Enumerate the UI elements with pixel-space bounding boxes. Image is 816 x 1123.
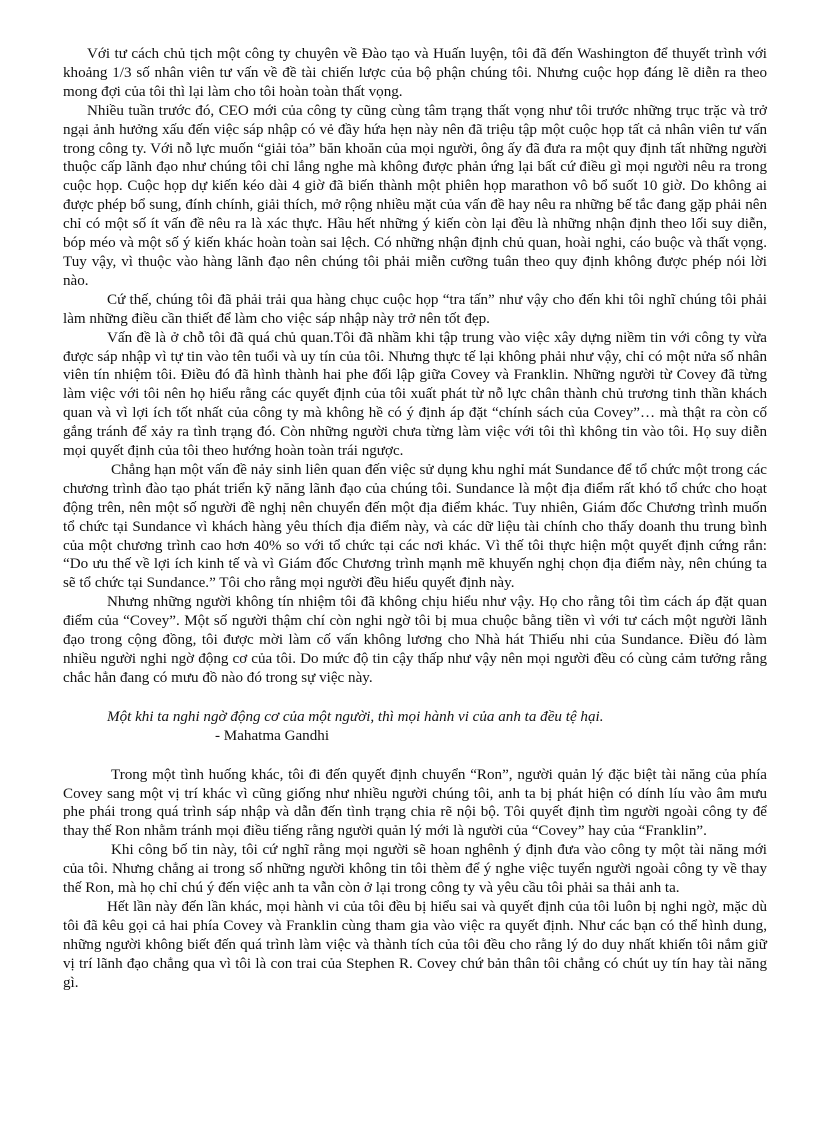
paragraph: Cứ thế, chúng tôi đã phải trải qua hàng chục cuộc họp “tra tấn” như vậy cho đến khi tôi nghĩ chúng tôi phải làm những điều cần thiết để làm cho việc sáp nhập này trở nên tốt đẹp. — [63, 291, 767, 327]
paragraph: Trong một tình huống khác, tôi đi đến quyết định chuyển “Ron”, người quản lý đặc biệt tài năng của phía Covey sang một vị trí khác vì cũng giống như nhiều người chúng tôi, anh ta bị phát hiện có dính líu vào âm mưu phe phái trong quá trình sáp nhập và dẫn đến tình trạng chia rẽ nội bộ. Tôi quyết định tìm người ngoài công ty để thay thế Ron nhằm tránh mọi điều tiếng rằng người quản lý mới là người của “Covey” hay của “Franklin”. — [63, 766, 767, 840]
epigraph — [63, 708, 767, 746]
paragraph: Nhưng những người không tín nhiệm tôi đã không chịu hiểu như vậy. Họ cho rằng tôi tìm cách áp đặt quan điểm của “Covey”. Một số người thậm chí còn nghi ngờ tôi bị mua chuộc bằng tiền vì với tư cách một người lãnh đạo trong cộng đồng, tôi được mời làm cố vấn không lương cho Nhà hát Thiếu nhi của Sundance. Điều đó làm nhiều người nghi ngờ động cơ của tôi. Do mức độ tin cậy thấp như vậy nên mọi người đều có cùng cảm tưởng rằng chắc hẳn đang có mưu đồ nào đó trong sự việc này. — [63, 594, 767, 686]
paragraph: Hết lần này đến lần khác, mọi hành vi của tôi đều bị hiểu sai và quyết định của tôi luôn bị nghi ngờ, mặc dù tôi đã kêu gọi cả hai phía Covey và Franklin cùng tham gia vào việc ra quyết định. Như các bạn có thể hình dung, những người không biết đến quá trình làm việc và thành tích của tôi đều cho rằng lý do duy nhất khiến tôi nắm giữ vị trí lãnh đạo chẳng qua vì tôi là con trai của Stephen R. Covey chứ bản thân tôi chẳng có chút uy tín hay tài năng gì. — [63, 898, 767, 991]
paragraph: Chẳng hạn một vấn đề nảy sinh liên quan đến việc sử dụng khu nghỉ mát Sundance để tổ chức một trong các chương trình đào tạo phát triển kỹ năng lãnh đạo của chúng tôi. Sundance là một địa điểm rất khó tổ chức cho hoạt động trên, nên một số người đề nghị nên chuyển đến một địa điểm khác. Tuy nhiên, Giám đốc Chương trình muốn tổ chức tại Sundance vì khách hàng yêu thích địa điểm này, và các dữ liệu tài chính cho thấy doanh thu trung bình của một chương trình cao hơn 40% so với tổ chức tại các nơi khác. Vì thế tôi thực hiện một quyết định cứng rắn: “Do ưu thế về lợi ích kinh tế và vì Giám đốc Chương trình mạnh mẽ khuyến nghị chọn địa điểm này, nên chúng ta sẽ tổ chức tại Sundance.” Tôi cho rằng mọi người đều hiểu quyết định này. — [63, 461, 767, 592]
paragraph: Nhiều tuần trước đó, CEO mới của công ty cũng cùng tâm trạng thất vọng như tôi trước những trục trặc và trở ngại ảnh hưởng xấu đến việc sáp nhập có vẻ đầy hứa hẹn này nên đã triệu tập một cuộc họp tất cả nhân viên tư vấn trong công ty. Với nỗ lực muốn “giải tỏa” băn khoăn của mọi người, ông ấy đã đưa ra một quy định tất những người thuộc cấp lãnh đạo như chúng tôi chỉ lắng nghe mà không được phản ứng lại bất cứ điều gì mọi người nêu ra trong cuộc họp. Cuộc họp dự kiến kéo dài 4 giờ đã biến thành một phiên họp marathon vô bổ suốt 10 giờ. Do không ai được phép bổ sung, đính chính, giải thích, mở rộng nhiều mặt của vấn đề hay nêu ra những bế tắc đang gặp phải nên chỉ có một số ít vấn đề nêu ra là xác thực. Hầu hết những ý kiến còn lại đều là những nhận định theo lối suy diễn, bóp méo và một số ý kiến khác hoàn toàn sai lệch. Có những nhận định chủ quan, hoài nghi, cáo buộc và thất vọng. Tuy vậy, vì thuộc vào hàng lãnh đạo nên chúng tôi phải miễn cưỡng tuân theo quy định không được phép nói lời nào. — [63, 102, 767, 289]
paragraph: Với tư cách chủ tịch một công ty chuyên về Đào tạo và Huấn luyện, tôi đã đến Washington để thuyết trình với khoảng 1/3 số nhân viên tư vấn về đề tài chiến lược của bộ phận chúng tôi. Nhưng cuộc họp đáng lẽ diễn ra theo mong đợi của tôi thì lại làm cho tôi hoàn toàn thất vọng. — [63, 46, 767, 100]
paragraph: Khi công bố tin này, tôi cứ nghĩ rằng mọi người sẽ hoan nghênh ý định đưa vào công ty một tài năng mới của tôi. Nhưng chẳng ai trong số những người không tin tôi thèm để ý nghe việc tuyển người ngoài công ty về thay thế Ron, mà họ chỉ chú ý đến việc anh ta vẫn còn ở lại trong công ty và yêu cầu tôi phải sa thải anh ta. — [63, 842, 767, 897]
quote-author: - Mahatma Gandhi — [215, 727, 330, 744]
quote-text: Một khi ta nghi ngờ động cơ của một người, thì mọi hành vi của anh ta đều tệ hại. — [107, 708, 604, 725]
paragraph: Vấn đề là ở chỗ tôi đã quá chủ quan.Tôi đã nhầm khi tập trung vào việc xây dựng niềm tin với công ty vừa được sáp nhập vì tự tin vào tên tuổi và uy tín của tôi. Nhưng thực tế lại không phải như vậy, chỉ có một nửa số nhân viên tín nhiệm tôi. Điều đó đã hình thành hai phe đối lập giữa Covey và Franklin. Những người từ Covey đã từng làm việc với tôi nên họ hiểu rằng các quyết định của tôi xuất phát từ nỗ lực chân thành chủ trương tinh thần khách quan và vì lợi ích tốt nhất của công ty mà không hề có ý định áp đặt “chính sách của Covey”… mà thật ra còn cố gắng tránh để xảy ra tình trạng đó. Còn những người chưa từng làm việc với tôi thì không tin vào tôi. Họ suy diễn mọi quyết định của tôi theo hướng hoàn toàn trái ngược. — [63, 329, 767, 460]
document-page — [63, 45, 767, 993]
